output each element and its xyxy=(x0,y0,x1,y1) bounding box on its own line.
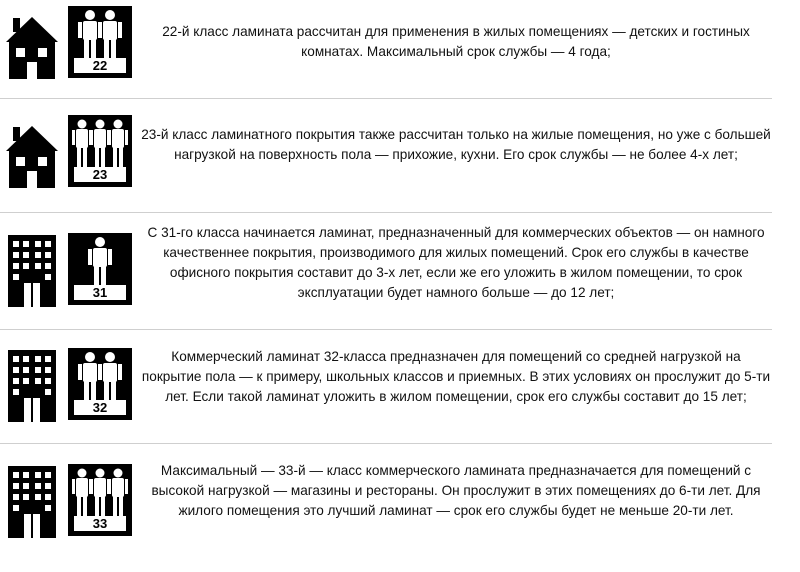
class-number: 22 xyxy=(74,58,126,73)
class-number: 23 xyxy=(74,167,126,182)
load-badge xyxy=(68,115,132,187)
class-row-32 xyxy=(0,330,772,444)
three-people-icon xyxy=(68,466,132,518)
class-row-22 xyxy=(0,0,772,99)
class-row-31 xyxy=(0,213,772,330)
load-badge xyxy=(68,464,132,536)
class-description: Максимальный — 33-й — класс коммерческого ламината предназначается для помещений с высокой нагрузкой — магазины и рестораны. Он прослужит в этих помещениях до 6-ти лет. Для жилого помещения это лучший ламинат — срок его службы будет не меньше 20-ти лет. xyxy=(151,463,761,518)
class-description: С 31-го класса начинается ламинат, предназначенный для коммерческих объектов — он намного качественнее покрытия, производимого для жилых помещений. Срок его службы в качестве офисного покрытия составит до 3-х лет, если же его уложить в жилом помещении, то срок эксплуатации будет намного больше — до 12 лет; xyxy=(147,225,765,300)
three-people-icon xyxy=(68,117,132,169)
house-icon xyxy=(4,123,60,195)
class-number: 32 xyxy=(74,400,126,415)
office-building-icon xyxy=(4,348,60,424)
class-row-23 xyxy=(0,99,772,213)
class-description: 23-й класс ламинатного покрытия также рассчитан только на жилые помещения, но уже с большей нагрузкой на поверхность пола — прихожие, кухни. Его срок службы — не более 4-х лет; xyxy=(141,127,771,162)
office-building-icon xyxy=(4,464,60,540)
class-description: Коммерческий ламинат 32-класса предназначен для помещений со средней нагрузкой на покрытие пола — к примеру, школьных классов и приемных. В этих условиях он прослужит до 5-ти лет. Если такой ламинат уложить в жилом помещении, срок его службы составит до 15 лет; xyxy=(141,349,771,404)
office-building-icon xyxy=(4,233,60,309)
class-number: 31 xyxy=(74,285,126,300)
class-description: 22-й класс ламината рассчитан для применения в жилых помещениях — детских и гостиных комнатах. Максимальный срок службы — 4 года; xyxy=(162,24,750,59)
class-number: 33 xyxy=(74,516,126,531)
class-row-33 xyxy=(0,444,772,562)
one-person-icon xyxy=(68,235,132,287)
two-people-icon xyxy=(68,8,132,60)
load-badge xyxy=(68,233,132,305)
two-people-icon xyxy=(68,350,132,402)
house-icon xyxy=(4,14,60,86)
load-badge xyxy=(68,6,132,78)
load-badge xyxy=(68,348,132,420)
